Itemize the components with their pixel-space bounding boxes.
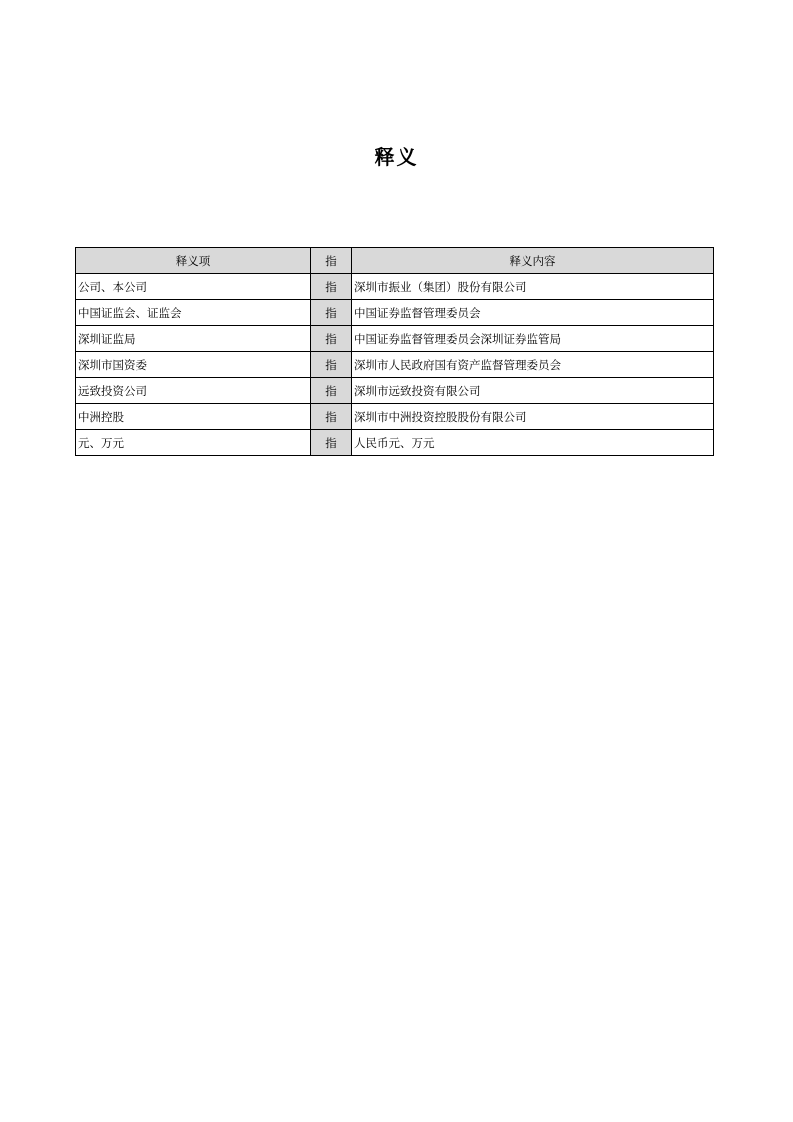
page-title: 释义	[374, 145, 419, 169]
term-cell: 远致投资公司	[76, 378, 311, 404]
table-row	[76, 430, 714, 456]
term-cell: 中洲控股	[76, 404, 311, 430]
refers-cell: 指	[311, 352, 352, 378]
term-cell: 深圳市国资委	[76, 352, 311, 378]
definitions-table	[75, 247, 714, 456]
meaning-cell: 深圳市振业（集团）股份有限公司	[352, 274, 714, 300]
term-cell: 元、万元	[76, 430, 311, 456]
table-row	[76, 378, 714, 404]
meaning-cell: 中国证券监督管理委员会深圳证券监管局	[352, 326, 714, 352]
table-header-row	[76, 248, 714, 274]
header-term: 释义项	[76, 248, 311, 274]
table-row	[76, 404, 714, 430]
meaning-cell: 深圳市中洲投资控股股份有限公司	[352, 404, 714, 430]
refers-cell: 指	[311, 274, 352, 300]
table-row	[76, 352, 714, 378]
header-meaning: 释义内容	[352, 248, 714, 274]
refers-cell: 指	[311, 378, 352, 404]
term-cell: 中国证监会、证监会	[76, 300, 311, 326]
refers-cell: 指	[311, 300, 352, 326]
header-refers: 指	[311, 248, 352, 274]
meaning-cell: 中国证券监督管理委员会	[352, 300, 714, 326]
refers-cell: 指	[311, 326, 352, 352]
refers-cell: 指	[311, 404, 352, 430]
term-cell: 深圳证监局	[76, 326, 311, 352]
table-row	[76, 300, 714, 326]
term-cell: 公司、本公司	[76, 274, 311, 300]
meaning-cell: 人民币元、万元	[352, 430, 714, 456]
meaning-cell: 深圳市远致投资有限公司	[352, 378, 714, 404]
refers-cell: 指	[311, 430, 352, 456]
meaning-cell: 深圳市人民政府国有资产监督管理委员会	[352, 352, 714, 378]
table-row	[76, 326, 714, 352]
table-row	[76, 274, 714, 300]
